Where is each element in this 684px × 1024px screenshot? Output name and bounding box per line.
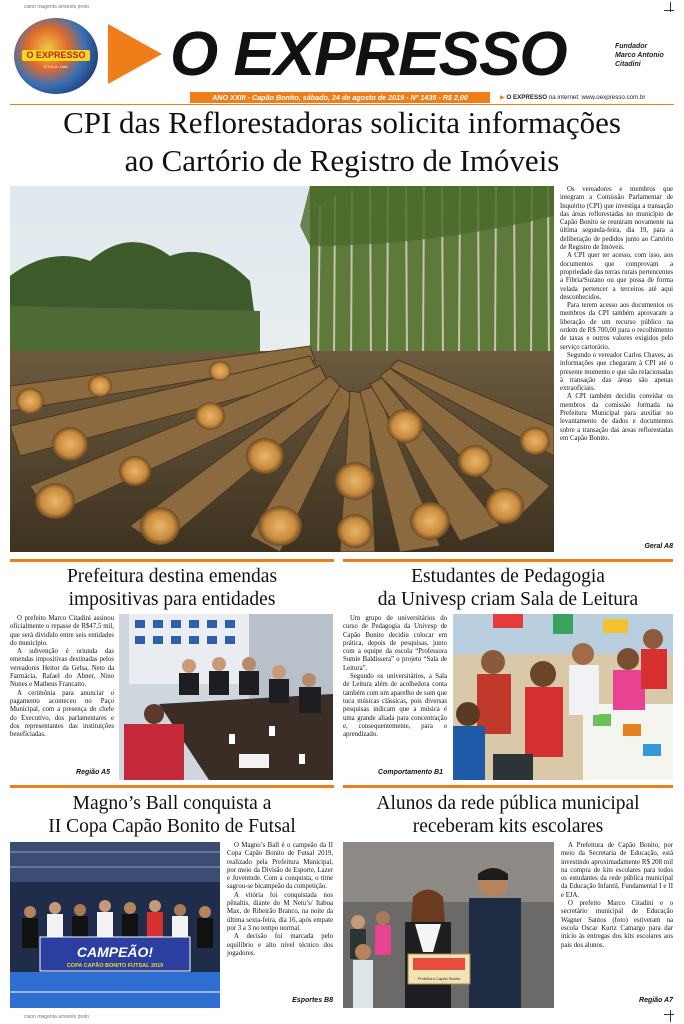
section-divider [10, 785, 334, 788]
newspaper-logo [14, 18, 98, 94]
futsal-banner-sub: COPA CAPÃO BONITO FUTSAL 2019 [66, 963, 164, 969]
kits-paragraph: A Prefeitura de Capão Bonito, por meio da Secretaria de Educação, está investindo aproximadamente R$ 208 mil na compra de kits escolares para todos os estudantes da rede pública municipal da Educação Infantil, Fundamental I e II e EJA. [561, 842, 673, 899]
lead-article-body [560, 186, 673, 443]
emendas-paragraph: A cerimônia para anunciar o pagamento aconteceu no Paço Municipal, com a presença do chefe do Executivo, dos parlamentares e dos representantes das instituições beneficiadas. [10, 689, 114, 739]
univesp-paragraph: Segundo os universitários, a Sala de Leitura além de acolhedora conta também com um aparelho de som que toca músicas clássicas, pois diversas pesquisas indicam que a música é uma grande aliada para concentração e, consequentemente, para o aprendizado. [343, 673, 447, 739]
lead-paragraph: Para terem acesso aos documentos os membros da CPI também aprovaram a liberação de um recurso público na ordem de R$ 700,00 para o recolhimento de taxas e outros valores exigidos pelo serviço cartorário. [560, 302, 673, 351]
futsal-article-body [227, 842, 333, 958]
emendas-photo-meeting [119, 614, 333, 780]
futsal-headline [10, 792, 334, 838]
kits-headline-line2: receberam kits escolares [412, 816, 604, 837]
crop-mark [670, 1010, 671, 1022]
futsal-paragraph: A decisão foi marcada pelo equilíbrio e alto nível técnico dos jogadores. [227, 933, 333, 957]
color-registration-mark-bottom: ciano magenta amarelo preto [24, 1014, 90, 1020]
website-link[interactable]: na internet: www.oexpresso.com.br [548, 94, 646, 101]
masthead-title: O EXPRESSO [170, 20, 567, 89]
univesp-headline-line2: da Univesp criam Sala de Leitura [377, 589, 639, 610]
univesp-article-body [343, 615, 447, 739]
lead-headline [10, 104, 674, 180]
univesp-photo-children-reading [453, 614, 673, 780]
lead-section-ref[interactable]: Geral A8 [644, 543, 673, 550]
emendas-article-body [10, 615, 114, 739]
section-divider [343, 785, 673, 788]
logo-title: O EXPRESSO [22, 50, 90, 61]
arrow-icon: ▶ [500, 94, 505, 101]
play-triangle-icon [108, 24, 162, 84]
emendas-paragraph: O prefeito Marco Citadini assinou oficialmente o repasse de R$47,5 mil, que será dividido entre seis entidades do município. [10, 615, 114, 647]
emendas-headline-line2: impositivas para entidades [68, 589, 276, 610]
kits-headline-line1: Alunos da rede pública municipal [376, 793, 640, 814]
univesp-section-ref[interactable]: Comportamento B1 [378, 769, 443, 776]
kits-paragraph: O prefeito Marco Citadini e o secretário municipal de Educação Wagner Santos (foto) estiveram na escola Oscar Kurtz Camargo para dar início às entregas dos kits escolares aos pais dos alunos. [561, 900, 673, 949]
website-strip [500, 92, 672, 103]
kits-box-label: Prefeitura Capão Bonito [417, 976, 461, 981]
color-registration-mark-top: ciano magenta amarelo preto [24, 4, 90, 10]
founder-credit [615, 42, 675, 69]
crop-mark [664, 10, 674, 11]
futsal-banner-main: CAMPEÃO! [76, 944, 154, 960]
futsal-section-ref[interactable]: Esportes B8 [292, 997, 333, 1004]
futsal-paragraph: O Magno’s Ball é o campeão da II Copa Capão Bonito de Futsal 2019, realizado pela Prefeitura Municipal, por meio da Divisão de Esporte, Lazer e Juventude. Com a conquista, o time sagrou-se bicampeão da competição. [227, 842, 333, 891]
emendas-headline-line1: Prefeitura destina emendas [66, 566, 278, 587]
kits-photo-delivery [343, 842, 554, 1008]
lead-paragraph: A CPI quer ter acesso, com isso, aos documentos que comprovam a propriedade das terras rurais pertencentes a Fibria/Suzano ou que possa de forma velada pertencer a terceiros até aqui desconhecidos. [560, 252, 673, 301]
kits-section-ref[interactable]: Região A7 [639, 997, 673, 1004]
crop-mark [664, 1014, 674, 1015]
emendas-section-ref[interactable]: Região A5 [76, 769, 110, 776]
lead-paragraph: A CPI também decidiu convidar os membros da comissão formada na Prefeitura Municipal para auxiliar no levantamento de dados e documentos sobre a transação das áreas reflorestadas em Capão Bonito. [560, 393, 673, 442]
logo-subtitle: S.S.A.A. Ltda. [43, 64, 69, 69]
futsal-headline-line1: Magno’s Ball conquista a [72, 793, 272, 814]
section-divider [10, 559, 334, 562]
website-brand: O EXPRESSO [506, 94, 548, 101]
emendas-headline [10, 565, 334, 611]
univesp-headline-line1: Estudantes de Pedagogia [411, 566, 605, 587]
futsal-photo-champions [10, 842, 220, 1008]
edition-info: ANO XXIII - Capão Bonito, sábado, 24 de agosto de 2019 - Nº 1435 - R$ 2,00 [190, 92, 490, 103]
emendas-paragraph: A subvenção é oriunda das emendas impositivas destinadas pelos vereadores Heitor da Gelsa, Neto da Farmácia, Rafael do Abner, Nino Nunes e Matheus Francatto. [10, 648, 114, 689]
lead-headline-line2: ao Cartório de Registro de Imóveis [124, 143, 560, 178]
founder-label: Fundador [615, 43, 648, 50]
lead-paragraph: Os vereadores e membros que integram a Comissão Parlamentar de Inquérito (CPI) que investiga a transação das áreas reflorestadas no município de Capão Bonito se reuniram novamente na última segunda-feira, dia 19, para a deliberação de pedidos junto ao Cartório de Registro de Imóveis. [560, 186, 673, 252]
univesp-headline [343, 565, 673, 611]
section-divider [343, 559, 673, 562]
founder-name: Marco Antonio Citadini [615, 52, 664, 68]
kits-headline [343, 792, 673, 838]
lead-headline-line1: CPI das Reflorestadoras solicita informações [63, 105, 621, 140]
futsal-headline-line2: II Copa Capão Bonito de Futsal [48, 816, 296, 837]
lead-photo-logs [10, 186, 554, 552]
futsal-paragraph: A vitória foi conquistada nos pênaltis, diante do M Netu’s/ Itaboa Max, de Ribeirão Branco, na noite da última sexta-feira, dia 16, após empate por 3 a 3 no tempo normal. [227, 891, 333, 932]
lead-paragraph: Segundo o vereador Carlos Chaves, as informações que chegaram à CPI até o presente momento e que são relacionadas à transação das áreas são apenas extraoficiais. [560, 351, 673, 393]
kits-article-body [561, 842, 673, 950]
univesp-paragraph: Um grupo de universitários do curso de Pedagogia da Univesp de Capão Bonito decidiu colocar em prática, depois de pesquisas, junto com a equipe da escola “Professora Sumie Baldissera” o projeto “Sala de Leitura”. [343, 615, 447, 672]
